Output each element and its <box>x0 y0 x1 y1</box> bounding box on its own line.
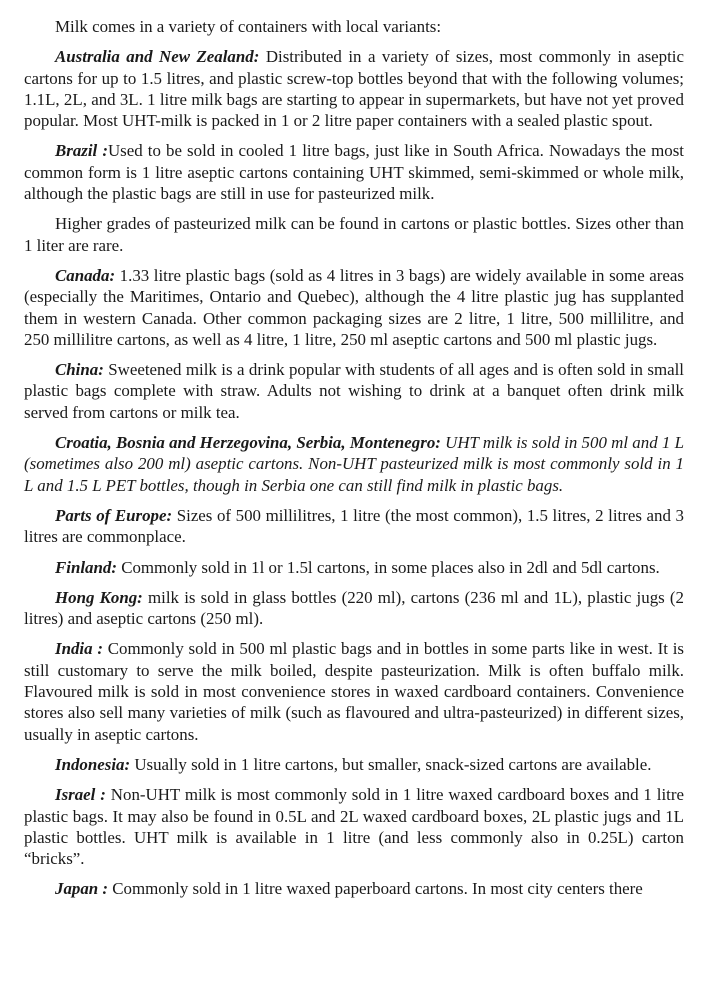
israel-text: Non-UHT milk is most commonly sold in 1 litre waxed cardboard boxes and 1 litre plastic bags. It may also be found in 0.5L and 2L waxed cardboard boxes, 2L plastic jugs and 1L plastic bottles. UHT milk is available in 1 litre (and less commonly also in 0.25L) carton “bricks”. <box>24 785 684 869</box>
indonesia-label: Indonesia: <box>55 754 131 774</box>
hong-kong-label: Hong Kong: <box>55 587 143 607</box>
europe-text: Sizes of 500 millilitres, 1 litre (the most common), 1.5 litres, 2 litres and 3 litres are commonplace. <box>24 505 684 547</box>
paragraph-europe <box>24 505 684 548</box>
japan-text: Commonly sold in 1 litre waxed paperboard cartons. In most city centers there <box>108 879 643 899</box>
japan-label: Japan : <box>55 879 109 899</box>
israel-label: Israel : <box>55 785 106 805</box>
china-text: Sweetened milk is a drink popular with students of all ages and is often sold in small plastic bags complete with straw. Adults not wishing to drink at a banquet often drink milk served from cartons or milk tea. <box>24 360 684 422</box>
paragraph-indonesia <box>24 754 684 775</box>
paragraph-israel <box>24 784 684 869</box>
paragraph-hong-kong <box>24 587 684 630</box>
paragraph-finland <box>24 557 684 578</box>
paragraph-brazil <box>24 140 684 204</box>
australia-label: Australia and New Zealand: <box>55 47 260 67</box>
finland-text: Commonly sold in 1l or 1.5l cartons, in some places also in 2dl and 5dl cartons. <box>116 557 660 577</box>
intro-paragraph <box>24 16 684 37</box>
brazil-label: Brazil : <box>55 141 108 161</box>
canada-text: 1.33 litre plastic bags (sold as 4 litres in 3 bags) are widely available in some areas (especially the Maritimes, Ontario and Quebec), although the 4 litre plastic jug has supplanted them in western Canada. Other common packaging sizes are 2 litre, 1 litre, 500 millilitre, and 250 millilitre cartons, as well as 4 litre, 1 litre, 250 ml aseptic cartons and 500 ml plastic jugs. <box>24 265 684 349</box>
canada-label: Canada: <box>55 265 116 285</box>
croatia-text: UHT milk is sold in 500 ml and 1 L (sometimes also 200 ml) aseptic cartons. Non-UHT pasteurized milk is most commonly sold in 1 L and 1.5 L PET bottles, though in Serbia one can still find milk in plastic bags. <box>24 433 684 495</box>
india-text: Commonly sold in 500 ml plastic bags and in bottles in some parts like in west. It is still customary to serve the milk boiled, despite pasteurization. Milk is often buffalo milk. Flavoured milk is sold in most convenience stores in waxed cardboard containers. Convenience stores also sell many varieties of milk (such as flavoured and ultra-pasteurized) in different sizes, usually in aseptic cartons. <box>24 639 684 744</box>
paragraph-australia <box>24 46 684 131</box>
paragraph-china <box>24 359 684 423</box>
croatia-label: Croatia, Bosnia and Herzegovina, Serbia, Montenegro: <box>55 433 441 453</box>
hong-kong-text: milk is sold in glass bottles (220 ml), cartons (236 ml and 1L), plastic jugs (2 litres) and aseptic cartons (250 ml). <box>24 587 684 629</box>
finland-label: Finland: <box>55 557 117 577</box>
europe-label: Parts of Europe: <box>55 505 173 525</box>
document-page <box>24 16 684 909</box>
china-label: China: <box>55 360 104 380</box>
paragraph-japan <box>24 878 684 899</box>
paragraph-canada <box>24 265 684 350</box>
brazil-grades-text: Higher grades of pasteurized milk can be found in cartons or plastic bottles. Sizes other than 1 liter are rare. <box>24 214 684 255</box>
australia-text: Distributed in a variety of sizes, most commonly in aseptic cartons for up to 1.5 litres, and plastic screw-top bottles beyond that with the following volumes; 1.1L, 2L, and 3L. 1 litre milk bags are starting to appear in supermarkets, but have not yet proved popular. Most UHT-milk is packed in 1 or 2 litre paper containers with a sealed plastic spout. <box>24 47 684 131</box>
intro-text: Milk comes in a variety of containers with local variants: <box>55 17 442 36</box>
paragraph-croatia <box>24 432 684 496</box>
indonesia-text: Usually sold in 1 litre cartons, but smaller, snack-sized cartons are available. <box>130 754 652 774</box>
india-label: India : <box>55 639 103 659</box>
paragraph-brazil-grades <box>24 213 684 256</box>
paragraph-india <box>24 638 684 744</box>
brazil-text: Used to be sold in cooled 1 litre bags, just like in South Africa. Nowadays the most common form is 1 litre aseptic cartons containing UHT skimmed, semi-skimmed or whole milk, although the plastic bags are still in use for pasteurized milk. <box>24 141 684 204</box>
